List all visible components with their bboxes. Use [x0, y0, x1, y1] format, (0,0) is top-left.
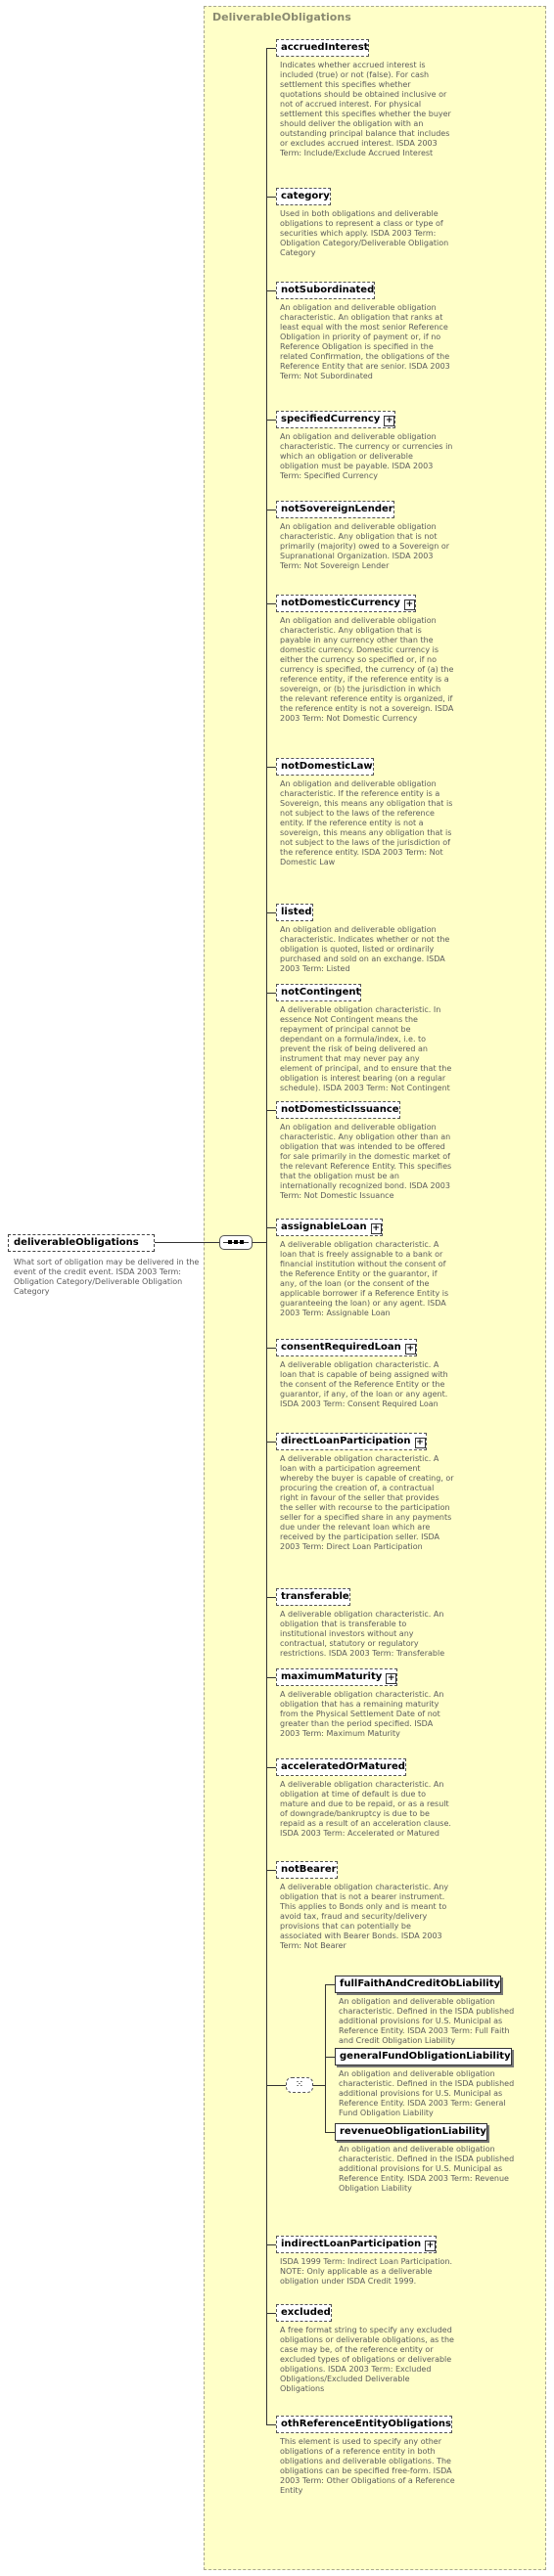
element-notSubordinated[interactable]: [276, 282, 375, 299]
element-description: Indicates whether accrued interest is included (true) or not (false). For cash settlement this specifies whether quotations should be obtained inclusive or not of accrued interest. For physical settlement this specifies whether the buyer should deliver the obligation with an outstanding principal balance that includes or excludes accrued interest. ISDA 2003 Term: Include/Exclude Accrued Interest: [280, 61, 451, 157]
element-notDomesticCurrency[interactable]: [276, 595, 416, 612]
element-acceleratedOrMatured[interactable]: [276, 1758, 406, 1776]
element-name: notSovereignLender: [281, 504, 393, 514]
element-notSovereignLender[interactable]: [276, 501, 394, 518]
connector: [266, 767, 276, 768]
connector: [266, 1677, 276, 1678]
connector: [266, 1348, 276, 1349]
element-consentRequiredLoan[interactable]: [276, 1339, 417, 1356]
element-notDomesticIssuance[interactable]: [276, 1101, 400, 1119]
sequence-connector: [253, 1242, 266, 1243]
element-listed[interactable]: [276, 904, 313, 921]
element-excluded[interactable]: [276, 2304, 332, 2322]
connector: [266, 290, 276, 291]
root-element-name: deliverableObligations: [14, 1237, 139, 1248]
expand-icon[interactable]: +: [416, 1438, 424, 1447]
expand-icon[interactable]: +: [406, 1344, 414, 1354]
element-name: generalFundObligationLiability: [340, 2051, 511, 2062]
root-element-description: What sort of obligation may be delivered in the event of the credit event. ISDA 2003 Term: Obligation Category/Deliverable Obligation Category: [14, 1258, 200, 1296]
element-name: fullFaithAndCreditObLiability: [340, 1978, 501, 1989]
element-name: notDomesticLaw: [281, 761, 373, 772]
element-name: notDomesticCurrency: [281, 598, 400, 608]
element-description: An obligation and deliverable obligation characteristic. An obligation that ranks at least equal with the most senior Reference Obligation in priority of payment or, if no Reference Obligation is specified in the related Confirmation, the obligations of the Reference Entity that are senior. ISDA 2003 Term: Not Subordinated: [280, 303, 450, 380]
element-description: An obligation and deliverable obligation characteristic. Defined in the ISDA published additional provisions for U.S. Municipal as Reference Entity. ISDA 2003 Term: General Fund Obligation Liability: [339, 2069, 515, 2117]
connector: [266, 603, 276, 604]
element-name: notContingent: [281, 987, 361, 998]
root-connector: [155, 1242, 219, 1243]
element-generalFundObligationLiability[interactable]: [335, 2048, 512, 2065]
element-description: A deliverable obligation characteristic. A loan with a participation agreement whereby the buyer is capable of creating, or procuring the creation of, a contractual right in favour of the seller that provides the seller with recourse to the participation seller for a specified share in any payments due under the relevant loan which are received by the participation seller. ISDA 2003 Term: Direct Loan Participation: [280, 1454, 454, 1551]
connector: [266, 1442, 276, 1443]
element-name: excluded: [281, 2307, 331, 2318]
choice-compositor-icon: ⁙: [286, 2077, 313, 2093]
element-name: assignableLoan: [281, 1221, 367, 1232]
element-category[interactable]: [276, 188, 331, 205]
element-notDomesticLaw[interactable]: [276, 758, 374, 776]
element-name: consentRequiredLoan: [281, 1342, 401, 1353]
element-description: This element is used to specify any other obligations of a reference entity in both obligations and deliverable obligations. The obligations can be specified free-form. ISDA 2003 Term: Other Obligations of a Reference Entity: [280, 2437, 455, 2495]
connector: [266, 197, 276, 198]
element-description: A deliverable obligation characteristic. An obligation that has a remaining maturity from the Physical Settlement Date of not greater than the period specified. ISDA 2003 Term: Maximum Maturity: [280, 1690, 444, 1738]
connector: [266, 1870, 276, 1871]
connector: [266, 993, 276, 994]
connector: [325, 1984, 335, 1985]
sequence-compositor-icon: [219, 1235, 253, 1250]
connector: [266, 1110, 276, 1111]
element-name: maximumMaturity: [281, 1671, 383, 1682]
expand-icon[interactable]: +: [386, 416, 393, 425]
element-specifiedCurrency[interactable]: [276, 411, 395, 428]
element-description: A free format string to specify any excluded obligations or deliverable obligations, as the case may be, of the reference entity or excluded types of obligations or deliverable obligations. ISDA 2003 Term: Excluded Obligations/Excluded Deliverable Obligations: [280, 2326, 454, 2393]
element-description: Used in both obligations and deliverable obligations to represent a class or type of securities which apply. ISDA 2003 Term: Obligation Category/Deliverable Obligation Category: [280, 209, 449, 257]
element-notContingent[interactable]: [276, 984, 361, 1001]
element-notBearer[interactable]: [276, 1861, 338, 1879]
element-name: accruedInterest: [281, 42, 369, 53]
element-accruedInterest[interactable]: [276, 39, 369, 57]
connector: [266, 1227, 276, 1228]
element-description: An obligation and deliverable obligation characteristic. Any obligation other than an obligation that was intended to be offered for sale primarily in the domestic market of the relevant Reference Entity. This specifies that the obligation must be an internationally recognized bond. ISDA 2003 Term: Not Domestic Issuance: [280, 1123, 452, 1200]
element-description: An obligation and deliverable obligation characteristic. The currency or currencies in which an obligation or deliverable obligation must be payable. ISDA 2003 Term: Specified Currency: [280, 432, 453, 480]
connector: [325, 2132, 335, 2133]
expand-icon[interactable]: +: [372, 1223, 380, 1233]
element-name: othReferenceEntityObligations: [281, 2419, 451, 2429]
connector: [313, 2085, 325, 2086]
element-name: revenueObligationLiability: [340, 2126, 486, 2137]
element-name: notBearer: [281, 1864, 337, 1875]
element-description: An obligation and deliverable obligation characteristic. Defined in the ISDA published additional provisions for U.S. Municipal as Reference Entity. ISDA 2003 Term: Full Faith and Credit Obligation Liability: [339, 1997, 515, 2045]
element-name: directLoanParticipation: [281, 1436, 411, 1446]
connector: [266, 2085, 286, 2086]
element-assignableLoan[interactable]: [276, 1219, 383, 1236]
element-transferable[interactable]: [276, 1588, 350, 1606]
expand-icon[interactable]: +: [426, 2241, 435, 2250]
element-name: transferable: [281, 1591, 349, 1602]
element-maximumMaturity[interactable]: [276, 1668, 397, 1686]
connector: [266, 912, 276, 913]
choice-spine: [325, 1984, 326, 2132]
element-description: A deliverable obligation characteristic. An obligation at time of default is due to mature and due to be repaid, or as a result of downgrade/bankruptcy is due to be repaid as a result of an acceleration clause. ISDA 2003 Term: Accelerated or Matured: [280, 1780, 451, 1838]
connector: [266, 1767, 276, 1768]
element-name: category: [281, 191, 330, 201]
connector: [266, 2424, 276, 2425]
element-directLoanParticipation[interactable]: [276, 1433, 427, 1450]
element-description: A deliverable obligation characteristic. A loan that is freely assignable to a bank or financial institution without the consent of the Reference Entity or the guarantor, if any, of the loan (or the consent of the applicable borrower if a Reference Entity is guaranteeing the loan) or any agent. ISDA 2003 Term: Assignable Loan: [280, 1240, 449, 1317]
expand-icon[interactable]: +: [387, 1673, 395, 1683]
connector: [266, 1597, 276, 1598]
element-name: indirectLoanParticipation: [281, 2239, 422, 2249]
element-fullFaithAndCreditObLiability[interactable]: [335, 1976, 501, 1993]
element-name: specifiedCurrency: [281, 414, 381, 424]
element-description: An obligation and deliverable obligation characteristic. Any obligation that is payable in any currency other than the domestic currency. Domestic currency is either the currency so specified or, if no currency is specified, the currency of (a) the reference entity, if the reference entity is a sovereign, or (b) the jurisdiction in which the relevant reference entity is organized, if the reference entity is not a sovereign. ISDA 2003 Term: Not Domestic Currency: [280, 616, 454, 723]
connector: [266, 2313, 276, 2314]
connector: [266, 48, 276, 49]
element-indirectLoanParticipation[interactable]: [276, 2236, 437, 2253]
element-name: listed: [281, 907, 312, 917]
element-othReferenceEntityObligations[interactable]: [276, 2416, 452, 2433]
connector: [266, 510, 276, 511]
expand-icon[interactable]: +: [405, 600, 414, 609]
element-description: ISDA 1999 Term: Indirect Loan Participation. NOTE: Only applicable as a deliverable obligation under ISDA Credit 1999.: [280, 2257, 453, 2286]
element-name: notDomesticIssuance: [281, 1104, 399, 1115]
element-name: acceleratedOrMatured: [281, 1761, 405, 1772]
root-element-box[interactable]: [8, 1234, 155, 1252]
element-description: An obligation and deliverable obligation characteristic. Indicates whether or not the obligation is quoted, listed or ordinarily purchased and sold on an exchange. ISDA 2003 Term: Listed: [280, 925, 450, 973]
element-description: A deliverable obligation characteristic. Any obligation that is not a bearer instrument. This applies to Bonds only and is meant to avoid tax, fraud and security/delivery provisions that can potentially be associated with Bearer Bonds. ISDA 2003 Term: Not Bearer: [280, 1883, 449, 1950]
element-description: A deliverable obligation characteristic. A loan that is capable of being assigned with the consent of the Reference Entity or the guarantor, if any, of the loan or any agent. ISDA 2003 Term: Consent Required Loan: [280, 1360, 448, 1408]
group-title: DeliverableObligations: [212, 11, 351, 23]
element-description: An obligation and deliverable obligation characteristic. Any obligation that is not primarily (majority) owed to a Sovereign or Supranational Organization. ISDA 2003 Term: Not Sovereign Lender: [280, 522, 450, 570]
sequence-spine: [266, 48, 267, 2424]
element-description: A deliverable obligation characteristic. In essence Not Contingent means the repayment of principal cannot be dependant on a formula/index, i.e. to prevent the risk of being delivered an instrument that may never pay any element of principal, and to ensure that the obligation is interest bearing (on a regular schedule). ISDA 2003 Term: Not Contingent: [280, 1005, 452, 1092]
element-description: An obligation and deliverable obligation characteristic. Defined in the ISDA published additional provisions for U.S. Municipal as Reference Entity. ISDA 2003 Term: Revenue Obligation Liability: [339, 2145, 515, 2193]
connector: [266, 2244, 276, 2245]
connector: [266, 420, 276, 421]
connector: [325, 2057, 335, 2058]
element-description: An obligation and deliverable obligation characteristic. If the reference entity is a Sovereign, this means any obligation that is not subject to the laws of the reference entity. If the reference entity is not a sovereign, this means any obligation that is not subject to the laws of the jurisdiction of the reference entity. ISDA 2003 Term: Not Domestic Law: [280, 779, 453, 866]
element-name: notSubordinated: [281, 285, 375, 295]
element-description: A deliverable obligation characteristic. An obligation that is transferable to institutional investors without any contractual, statutory or regulatory restrictions. ISDA 2003 Term: Transferable: [280, 1610, 445, 1658]
element-revenueObligationLiability[interactable]: [335, 2123, 487, 2141]
